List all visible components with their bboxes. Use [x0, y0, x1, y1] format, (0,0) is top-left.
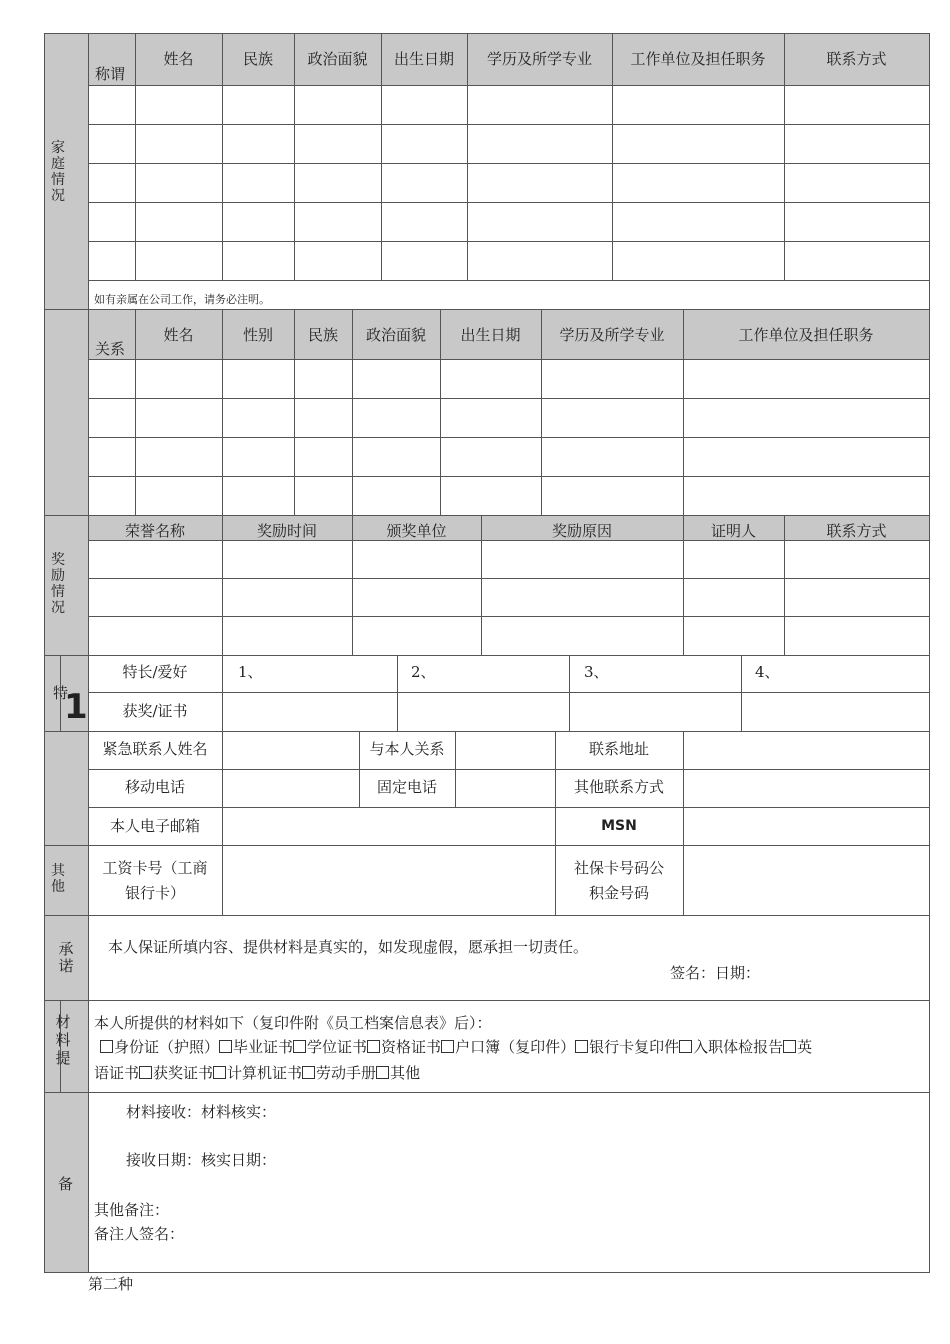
- msn-label: MSN: [601, 818, 637, 834]
- special-item-2: 2、: [411, 663, 436, 681]
- email-label: 本人电子邮箱: [109, 817, 200, 835]
- checkbox-health-check[interactable]: [679, 1040, 692, 1053]
- family-header-birthdate: 出生日期: [393, 50, 454, 68]
- relatives-header-relation: 关系: [95, 340, 126, 358]
- left-label-column: [45, 33, 88, 1272]
- remarks-date: 接收日期：核实日期：: [126, 1151, 277, 1169]
- family-header-political: 政治面貌: [307, 50, 368, 68]
- checkbox-award-cert[interactable]: [139, 1066, 152, 1079]
- remarks-other: 其他备注：: [94, 1201, 170, 1219]
- materials-line-2: 语证书 获奖证书 计算机证书 劳动手册 其他: [94, 1064, 421, 1082]
- remarks-receive: 材料接收：材料核实：: [126, 1103, 277, 1121]
- family-header-title: 称谓: [95, 65, 126, 83]
- awards-header-reason: 奖励原因: [551, 522, 612, 540]
- special-number: 1: [64, 687, 88, 727]
- special-item-4: 4、: [755, 663, 780, 681]
- social-card-label-2: 积金号码: [588, 884, 649, 902]
- landline-label: 固定电话: [376, 778, 437, 796]
- awards-header-honor: 荣誉名称: [124, 522, 185, 540]
- emergency-name-label: 紧急联系人姓名: [102, 740, 208, 758]
- awards-header-issuer: 颁奖单位: [386, 522, 447, 540]
- special-item-1: 1、: [238, 663, 263, 681]
- family-header-ethnicity: 民族: [242, 50, 273, 68]
- special-section-label: 特: [53, 684, 69, 702]
- remarks-section-label: 备: [58, 1175, 74, 1193]
- special-item-3: 3、: [584, 663, 609, 681]
- materials-line-1: 身份证（护照） 毕业证书 学位证书 资格证书 户口簿（复印件） 银行卡复印件 入职体检报告 英: [100, 1040, 812, 1055]
- checkbox-english-cert[interactable]: [783, 1040, 796, 1053]
- materials-section-label: 材料提: [55, 1013, 71, 1067]
- promise-text: 本人保证所填内容、提供材料是真实的，如发现虚假，愿承担一切责任。: [108, 938, 589, 956]
- awards-header-witness: 证明人: [710, 522, 756, 540]
- relatives-header-gender: 性别: [242, 326, 273, 344]
- mobile-label: 移动电话: [124, 778, 185, 796]
- checkbox-degree[interactable]: [293, 1040, 306, 1053]
- relatives-header-education: 学历及所学专业: [559, 326, 665, 344]
- family-header-name: 姓名: [163, 50, 194, 68]
- checkbox-id-card[interactable]: [100, 1040, 113, 1053]
- materials-intro: 本人所提供的材料如下（复印件附《员工档案信息表》后）：: [94, 1014, 492, 1032]
- address-label: 联系地址: [588, 740, 649, 758]
- remarks-signer: 备注人签名：: [94, 1225, 185, 1243]
- salary-card-label-2: 银行卡）: [124, 884, 185, 902]
- family-header-education: 学历及所学专业: [486, 50, 592, 68]
- awards-section-label: 奖励情况: [51, 552, 65, 616]
- promise-sign: 签名：日期：: [670, 964, 761, 982]
- special-cert-label: 获奖/证书: [122, 702, 188, 720]
- checkbox-other[interactable]: [376, 1066, 389, 1079]
- social-card-label-1: 社保卡号码公: [573, 859, 664, 877]
- other-section-label: 其他: [51, 863, 65, 895]
- relatives-header-birthdate: 出生日期: [460, 326, 521, 344]
- family-header-contact: 联系方式: [826, 50, 887, 68]
- checkbox-labor-book[interactable]: [302, 1066, 315, 1079]
- relatives-header-political: 政治面貌: [365, 326, 426, 344]
- checkbox-diploma[interactable]: [219, 1040, 232, 1053]
- checkbox-household[interactable]: [441, 1040, 454, 1053]
- relatives-header-name: 姓名: [163, 326, 194, 344]
- family-note: 如有亲属在公司工作，请务必注明。: [94, 293, 270, 306]
- family-section-label: 家庭情况: [51, 140, 65, 204]
- salary-card-label-1: 工资卡号（工商: [102, 859, 208, 877]
- other-contact-label: 其他联系方式: [573, 778, 664, 796]
- checkbox-computer-cert[interactable]: [213, 1066, 226, 1079]
- family-header-employer: 工作单位及担任职务: [630, 50, 766, 68]
- special-hobby-label: 特长/爱好: [122, 663, 188, 681]
- relatives-header-ethnicity: 民族: [307, 326, 338, 344]
- relation-label: 与本人关系: [369, 740, 445, 758]
- page-footer: 第二种: [88, 1275, 134, 1293]
- checkbox-bank-card[interactable]: [575, 1040, 588, 1053]
- awards-header-time: 奖励时间: [256, 522, 317, 540]
- promise-section-label: 承诺: [58, 940, 74, 975]
- relatives-header-employer: 工作单位及担任职务: [738, 326, 874, 344]
- awards-header-contact: 联系方式: [826, 522, 887, 540]
- checkbox-qualification[interactable]: [367, 1040, 380, 1053]
